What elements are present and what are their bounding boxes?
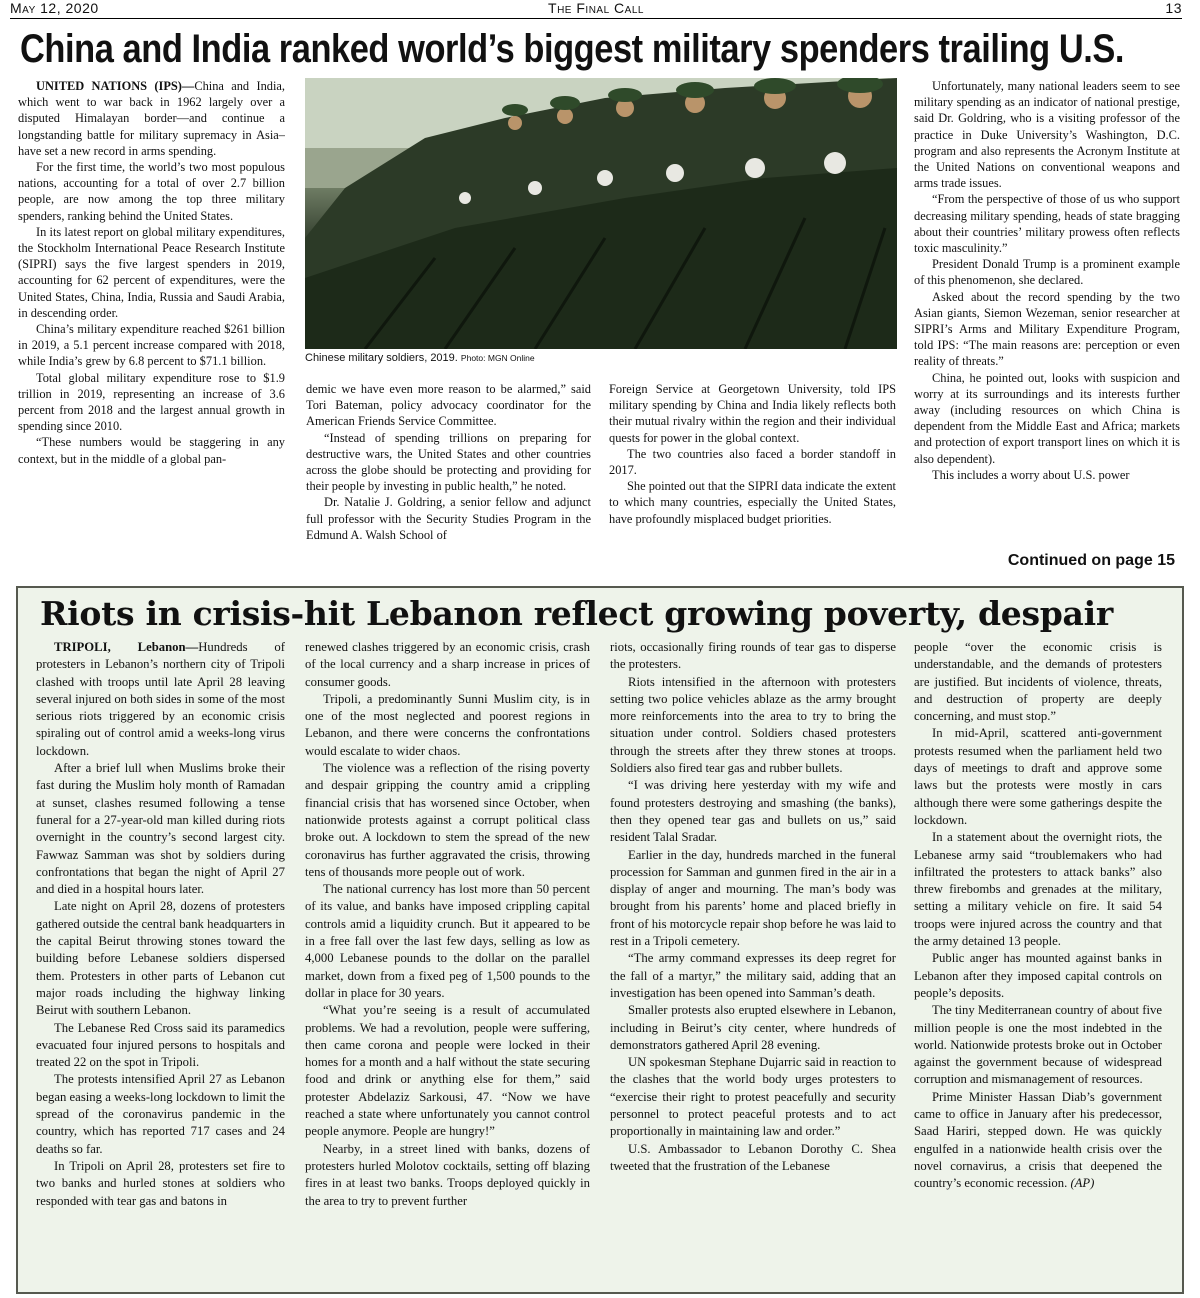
article1-paragraph: Unfortunately, many national leaders seem to see military spending as an indicator of national prestige, said Dr. Goldring, who is a visiting professor of the practice in Duke University’s Washington, D.C. program and also represents the Acronym Institute at the United Nations on conventional weapons and arms trade issues. (914, 79, 1180, 191)
article1-paragraph: “These numbers would be staggering in any context, but in the middle of a global pan- (18, 435, 285, 466)
article1-paragraph: UNITED NATIONS (IPS)—China and India, which went to war back in 1962 largely over a disputed Himalayan border—and continue a longstanding battle for military supremacy in Asia–have set a new record in arms spending. (18, 79, 285, 158)
publication-name: The Final Call (548, 0, 644, 16)
article1-paragraph: “Instead of spending trillions on preparing for destructive wars, the United States and other countries across the globe should be protecting and providing for their people by investing in public health,” he noted. (306, 430, 591, 494)
article1-column-3 (609, 381, 896, 583)
article1-paragraph: China’s military expenditure reached $261 billion in 2019, a 5.1 percent increase compared with 2018, while India’s grew by 6.8 percent to $71.1 billion. (18, 322, 285, 369)
article1-column-2 (306, 381, 591, 583)
article1-paragraph: The two countries also faced a border standoff in 2017. (609, 446, 896, 478)
article2-credit: (AP) (1070, 1176, 1095, 1191)
soldiers-photo-illustration (305, 78, 897, 349)
article2-paragraph: The national currency has lost more than 50 percent of its value, and banks have imposed crippling capital controls amid a liquidity crunch. But it appeared to be in a free fall over the last few days, selling as low as 4,000 Lebanese pounds to the dollar on the parallel market, down from a fixed peg of 1,500 pounds to the dollar in place for 30 years. (305, 882, 590, 1000)
article2-paragraph: After a brief lull when Muslims broke their fast during the Muslim holy month of Ramadan at sunset, clashes resumed following a tense funeral for a 27-year-old man killed during riots overnight in the country’s second largest city. Fawwaz Samman was shot by soldiers during confrontations that began the night of April 27 and died in a hospital hours later. (36, 761, 285, 897)
article2-paragraph: Late night on April 28, dozens of protesters gathered outside the central bank headquarters in the capital Beirut throwing stones toward the building before Lebanese soldiers dispersed them. Protesters in other parts of Lebanon cut major roads including the highway linking Beirut with southern Lebanon. (36, 899, 285, 1018)
article1-paragraph: She pointed out that the SIPRI data indicate the extent to which many countries, especially the United States, have profoundly misplaced budget priorities. (609, 479, 896, 526)
article2-paragraph: U.S. Ambassador to Lebanon Dorothy C. Shea tweeted that the frustration of the Lebanese (610, 1141, 896, 1173)
article1-paragraph: China, he pointed out, looks with suspicion and worry at its surroundings and its interests further away (including resources on which China is dependent from the Middle East and Africa; markets and protection of export transport lines on which it is also dependent). (914, 370, 1180, 466)
article1-paragraph: President Donald Trump is a prominent example of this phenomenon, she declared. (914, 257, 1180, 288)
article2-paragraph: UN spokesman Stephane Dujarric said in reaction to the clashes that the world body urges protesters to “exercise their right to protest peacefully and security personnel to protect peaceful protests and to act proportionally in maintaining law and order.” (610, 1055, 896, 1139)
article2-column-3 (610, 639, 896, 1287)
article2-paragraph: In mid-April, scattered anti-government protests resumed when the parliament held two days of meetings to draft and approve some laws but the protests were mostly in cars although there were some gatherings despite the lockdown. (914, 726, 1162, 827)
article2-paragraph: “I was driving here yesterday with my wife and found protesters destroying and smashing (the banks), then they opened tear gas and bullets on us,” said resident Talal Sradar. (610, 778, 896, 845)
article1-paragraph: In its latest report on global military expenditures, the Stockholm International Peace Research Institute (SIPRI) says the five largest spenders in 2019, accounting for 62 percent of expenditures, were the United States, China, India, Russia and Saudi Arabia, in descending order. (18, 224, 285, 320)
article2-column-2 (305, 639, 590, 1287)
article2-paragraph: riots, occasionally firing rounds of tear gas to disperse the protesters. (610, 640, 896, 672)
continued-on-page-link[interactable]: Continued on page 15 (1007, 552, 1175, 569)
article2-paragraph: Tripoli, a predominantly Sunni Muslim city, is in one of the most neglected and poorest regions in Lebanon, and there were concerns the confrontations would escalate to wider chaos. (305, 691, 590, 758)
article2-paragraph: TRIPOLI, Lebanon—Hundreds of protesters in Lebanon’s northern city of Tripoli clashed with troops until late April 28 leaving several injured on both sides in some of the most serious riots triggered by an economic crisis spiraling out of control amid a weeks-long virus lockdown. (36, 640, 285, 758)
photo-caption (305, 352, 897, 364)
article2-paragraph: Public anger has mounted against banks in Lebanon after they imposed capital controls on people’s deposits. (914, 951, 1162, 1000)
article2-paragraph: In Tripoli on April 28, protesters set fire to two banks and hurled stones at soldiers who responded with tear gas and batons in (36, 1158, 285, 1208)
article1-paragraph: Foreign Service at Georgetown University, told IPS military spending by China and India likely reflects both their mutual rivalry within the region and their individual quests for power in the global context. (609, 382, 896, 445)
article2-paragraph: “The army command expresses its deep regret for the fall of a martyr,” the military said, adding that an investigation has been opened into Samman’s death. (610, 951, 896, 1000)
article2-column-4 (914, 639, 1162, 1287)
article1-headline: China and India ranked world’s biggest military spenders trailing U.S. (20, 27, 1125, 71)
article2-column-1 (36, 639, 285, 1287)
article1-paragraph: demic we have even more reason to be alarmed,” said Tori Bateman, policy advocacy coordinator for the American Friends Service Committee. (306, 382, 591, 429)
article1-paragraph: “From the perspective of those of us who support decreasing military spending, heads of state bragging about their countries’ military prowess often reflects toxic masculinity.” (914, 192, 1180, 256)
article2-paragraph: Earlier in the day, hundreds marched in the funeral procession for Samman and gunmen fired in the air in a display of anger and mourning. The man’s body was brought from his parents’ home and placed briefly in front of his motorcycle repair shop before he was laid to rest in a Tripoli cemetery. (610, 847, 896, 949)
issue-date: May 12, 2020 (10, 0, 99, 16)
photo-caption-text: Chinese military soldiers, 2019. (305, 352, 458, 364)
article1-paragraph: For the first time, the world’s two most populous nations, accounting for a total of over 2.7 billion people, are now among the top three military spenders, ranking behind the United States. (18, 160, 285, 223)
article2-paragraph: Riots intensified in the afternoon with protesters setting two police vehicles ablaze as the army brought more reinforcements into the area to try to bring the situation under control. Soldiers chased protesters through the streets after they threw stones at troops. Soldiers also fired tear gas and rubber bullets. (610, 674, 896, 776)
article2-paragraph: In a statement about the overnight riots, the Lebanese army said “troublemakers who had infiltrated the protesters to attack banks” also threw firebombs and grenades at the military, setting a military vehicle on fire. It said 54 troops were injured across the country and that the army detained 13 people. (914, 830, 1162, 949)
article2-paragraph: The violence was a reflection of the rising poverty and despair gripping the country amid a crippling financial crisis that has worsened since October, when nationwide protests against a corrupt political class broke out. A lockdown to stem the spread of the new coronavirus has further aggravated the crisis, throwing tens of thousands more people out of work. (305, 761, 590, 879)
article2-paragraph: The tiny Mediterranean country of about five million people is one the most indebted in the world. Nationwide protests broke out in October against the government because of widespread corruption and mismanagement of resources. (914, 1003, 1162, 1087)
article2-paragraph: Smaller protests also erupted elsewhere in Lebanon, including in Beirut’s city center, where hundreds of demonstrators gathered April 28 evening. (610, 1003, 896, 1052)
article2-paragraph: The Lebanese Red Cross said its paramedics evacuated four injured persons to hospitals and treated 22 on the spot in Tripoli. (36, 1020, 285, 1070)
article2-paragraph: Nearby, in a street lined with banks, dozens of protesters hurled Molotov cocktails, setting off blazing fires in at least two banks. Troops deployed quickly in the area to try to prevent further (305, 1141, 590, 1208)
article1-paragraph: Dr. Natalie J. Goldring, a senior fellow and adjunct full professor with the Security Studies Program in the Edmund A. Walsh School of (306, 495, 591, 542)
page-header (10, 0, 1182, 19)
article2-paragraph: The protests intensified April 27 as Lebanon began easing a weeks-long lockdown to limit the spread of the coronavirus pandemic in the country, which has reported 717 cases and 24 deaths so far. (36, 1072, 285, 1156)
photo-credit: Photo: MGN Online (460, 353, 535, 363)
soldiers-photo (305, 78, 897, 349)
article1-paragraph: This includes a worry about U.S. power (932, 467, 1130, 482)
article1-paragraph: Total global military expenditure rose to $1.9 trillion in 2019, representing an increase of 3.6 percent from 2018 and the largest annual growth in spending since 2010. (18, 370, 285, 434)
article2-headline: Riots in crisis-hit Lebanon reflect growing poverty, despair (40, 594, 1113, 633)
article2-paragraph: people “over the economic crisis is understandable, and the demands of protesters are justified. But incidents of violence, threats, and destruction of property are deeply concerning, and must stop.” (914, 640, 1162, 724)
article1-column-1 (18, 78, 285, 583)
article2-paragraph: “What you’re seeing is a result of accumulated problems. We had a revolution, people were suffering, then came corona and people were locked in their homes for a month and a half without the state securing food and drink or anything else for them,” said protester Abdelaziz Sarkousi, 47. “Now we have reached a state where unfortunately you cannot control people anymore. People are hungry!” (305, 1003, 590, 1139)
article1-paragraph: Asked about the record spending by the two Asian giants, Siemon Wezeman, senior researcher at SIPRI’s Arms and Military Expenditure Program, told IPS: “The main reasons are: perception or even reality of threats.” (914, 289, 1180, 369)
article1-column-4 (914, 78, 1180, 546)
article2-paragraph: Prime Minister Hassan Diab’s government came to office in January after his predecessor, Saad Hariri, stepped down. He was quickly engulfed in a nationwide health crisis over the novel cornavirus, a crisis that deepened the country’s economic recession. (AP) (914, 1089, 1162, 1191)
page-number: 13 (1165, 0, 1182, 16)
article2-dateline: TRIPOLI, Lebanon— (54, 640, 199, 654)
article2-paragraph: renewed clashes triggered by an economic crisis, crash of the local currency and a sharp increase in prices of consumer goods. (305, 640, 590, 689)
article1-dateline: UNITED NATIONS (IPS)— (36, 79, 195, 93)
